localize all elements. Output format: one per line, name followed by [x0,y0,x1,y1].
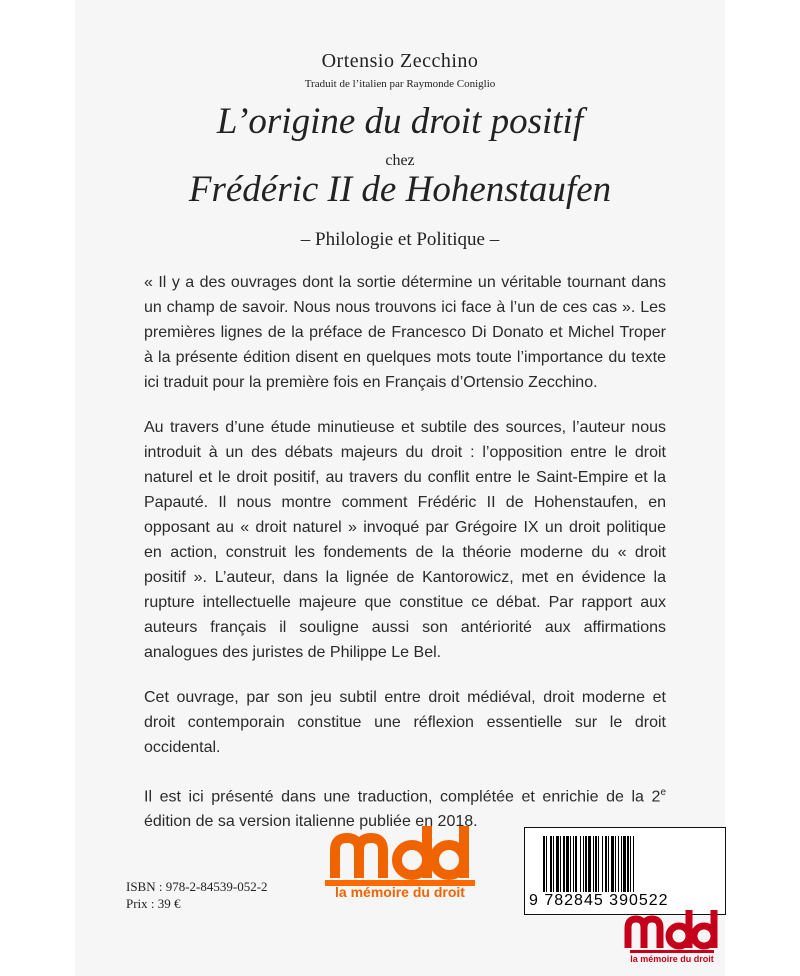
barcode [524,827,726,915]
publisher-logo [325,822,475,922]
p4-text-b: édition de sa version italienne publiée en 2018. [144,813,478,831]
title-connector: chez [385,152,415,169]
logo-tagline: la mémoire du droit [335,884,465,900]
p4-superscript: e [660,787,666,798]
publisher-logo-small [620,906,724,976]
title-line-2: Frédéric II de Hohenstaufen [188,169,612,210]
isbn: ISBN : 978-2-84539-052-2 [126,879,268,894]
mdd-small-logo-icon [620,906,724,950]
barcode-bars [543,836,717,898]
small-logo-underline [630,950,714,953]
small-logo-tagline: la mémoire du droit [630,954,714,964]
title-line-1: L’origine du droit positif [216,101,584,142]
mdd-logo-icon [325,822,475,880]
blurb-paragraph-3: Cet ouvrage, par son jeu subtil entre droit médiéval, droit moderne et droit contemporain constitue une réflexion essentielle sur le droit occidental. [144,689,666,756]
isbn-price-block [126,878,268,912]
blurb-paragraph-2: Au travers d’une étude minutieuse et subtile des sources, l’auteur nous introduit à un des débats majeurs du droit : l’opposition entre le droit naturel et le droit positif, au travers du conflit entre le Saint-Empire et la Papauté. Il nous montre comment Frédéric II de Hohenstaufen, en opposant au « droit naturel » invoqué par Grégoire IX un droit politique en action, construit les fondements de la théorie moderne du « droit positif ». L’auteur, dans la lignée de Kantorowicz, met en évidence la rupture intellectuelle majeure que constitue ce débat. Par rapport aux auteurs français il souligne aussi son antériorité aux affirmations analogues des juristes de Philippe Le Bel. [144,419,666,661]
barcode-number: 9 782845 390522 [529,892,721,910]
p4-text-a: Il est ici présenté dans une traduction, complétée et enrichie de la 2 [144,788,661,806]
author-name: Ortensio Zecchino [321,50,479,72]
barcode-bar [634,836,635,898]
blurb [144,270,666,854]
price: Prix : 39 € [126,896,181,911]
blurb-paragraph-1: « Il y a des ouvrages dont la sortie détermine un véritable tournant dans un champ de savoir. Nous nous trouvons ici face à l’un de ces cas ». Les premières lignes de la préface de Francesco Di Donato et Michel Troper à la présente édition disent en quelques mots toute l’importance du texte ici traduit pour la première fois en Français d’Ortensio Zecchino. [144,274,666,391]
subtitle: – Philologie et Politique – [300,229,500,250]
translator-credit: Traduit de l’italien par Raymonde Coniglio [304,78,496,90]
